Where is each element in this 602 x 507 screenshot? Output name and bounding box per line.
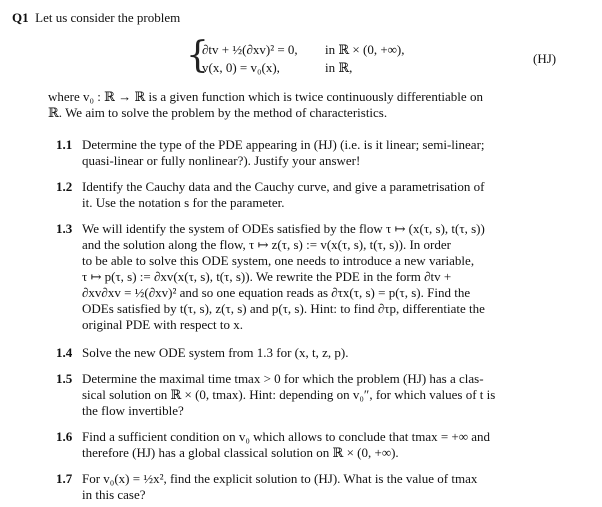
description-line-1: where v₀ : ℝ → ℝ is a given function which is twice continuously differentiable on — [48, 89, 483, 104]
item-text: in this case? — [82, 487, 146, 502]
description-line-2: ℝ. We aim to solve the problem by the method of characteristics. — [48, 105, 388, 120]
item-text: We will identify the system of ODEs satisfied by the flow τ ↦ (x(τ, s), t(τ, s)) — [82, 221, 485, 236]
item-text: the flow invertible? — [82, 403, 184, 418]
item-text: quasi-linear or fully nonlinear?). Justify your answer! — [82, 153, 361, 168]
equation-2-domain: in ℝ, — [325, 60, 353, 75]
equation-1-domain: in ℝ × (0, +∞), — [325, 42, 405, 57]
item-text: therefore (HJ) has a global classical solution on ℝ × (0, +∞). — [82, 445, 399, 460]
item-text: Determine the type of the PDE appearing in (HJ) (i.e. is it linear; semi-linear; — [82, 137, 485, 152]
equation-label: (HJ) — [533, 51, 557, 66]
item-number: 1.4 — [56, 345, 73, 360]
question-header — [12, 10, 180, 26]
item-text: to be able to solve this ODE system, one needs to introduce a new variable, — [82, 253, 475, 268]
item-text: original PDE with respect to x. — [82, 317, 244, 332]
item-text: Determine the maximal time tmax > 0 for which the problem (HJ) has a clas- — [82, 371, 484, 386]
item-text: and the solution along the flow, τ ↦ z(τ, s) := v(x(τ, s), t(τ, s)). In order — [82, 237, 451, 252]
item-text: For v₀(x) = ½x², find the explicit solution to (HJ). What is the value of tmax — [82, 471, 478, 486]
item-text: Find a sufficient condition on v₀ which allows to conclude that tmax = +∞ and — [82, 429, 491, 444]
question-number: Q1 — [12, 10, 29, 25]
item-number: 1.6 — [56, 429, 73, 444]
equation-1: ∂tv + ½(∂xv)² = 0, — [202, 42, 298, 57]
item-text: it. Use the notation s for the parameter. — [82, 195, 285, 210]
item-text: sical solution on ℝ × (0, tmax). Hint: depending on v₀″, for which values of t is — [82, 387, 496, 402]
equation-2: v(x, 0) = v₀(x), — [202, 60, 280, 75]
item-number: 1.7 — [56, 471, 73, 486]
question-intro: Let us consider the problem — [35, 10, 181, 25]
item-number: 1.5 — [56, 371, 73, 386]
item-number: 1.2 — [56, 179, 73, 194]
item-text: τ ↦ p(τ, s) := ∂xv(x(τ, s), t(τ, s)). We rewrite the PDE in the form ∂tv + — [82, 269, 452, 284]
item-text: Solve the new ODE system from 1.3 for (x, t, z, p). — [82, 345, 349, 360]
system-brace: { — [186, 35, 209, 76]
item-text: Identify the Cauchy data and the Cauchy curve, and give a parametrisation of — [82, 179, 485, 194]
item-text: ODEs satisfied by t(τ, s), z(τ, s) and p(τ, s). Hint: to find ∂τp, differentiate the — [82, 301, 485, 316]
item-number: 1.1 — [56, 137, 73, 152]
item-number: 1.3 — [56, 221, 73, 236]
item-text: ∂xv∂xv = ½(∂xv)² and so one equation reads as ∂τx(τ, s) = p(τ, s). Find the — [82, 285, 471, 300]
